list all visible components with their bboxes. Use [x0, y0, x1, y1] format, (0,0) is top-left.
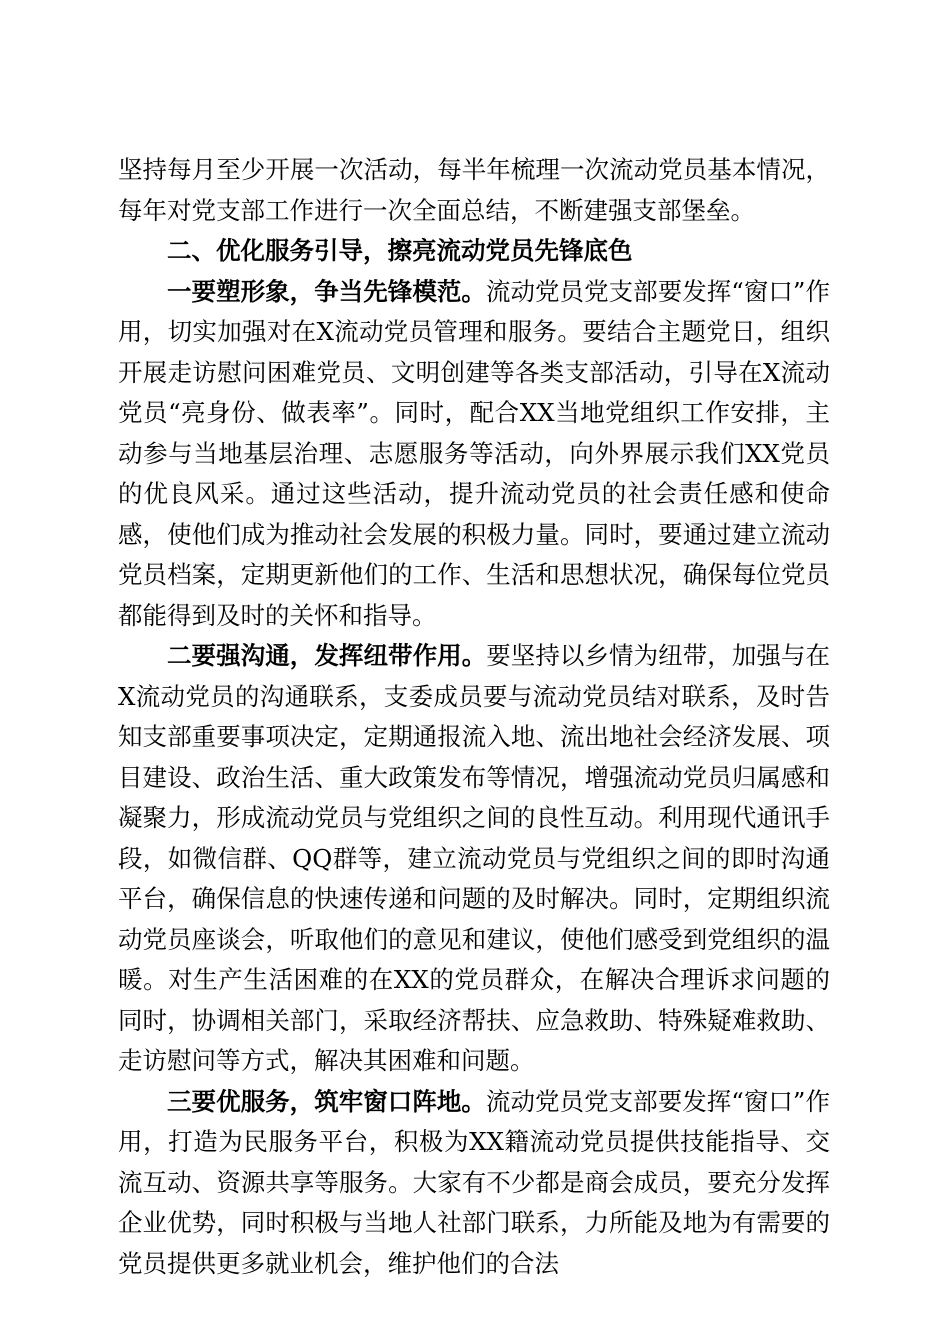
paragraph-text: 坚持每月至少开展一次活动，每半年梳理一次流动党员基本情况，每年对党支部工作进行一次全面总结，不断建强支部堡垒。	[118, 155, 830, 225]
paragraph-text: 流动党员党支部要发挥“窗口”作用，切实加强对在X流动党员管理和服务。要结合主题党日，组织开展走访慰问困难党员、文明创建等各类支部活动，引导在X流动党员“亮身份、做表率”。同时，配合XX当地党组织工作安排，主动参与当地基层治理、志愿服务等活动，向外界展示我们XX党员的优良风采。通过这些活动，提升流动党员的社会责任感和使命感，使他们成为推动社会发展的积极力量。同时，要通过建立流动党员档案，定期更新他们的工作、生活和思想状况，确保每位党员都能得到及时的关怀和指导。	[118, 276, 830, 630]
document-body	[118, 150, 830, 1284]
paragraph-strengthen-communication	[118, 636, 830, 1082]
paragraph-continuation	[118, 150, 830, 231]
paragraph-text: 要坚持以乡情为纽带，加强与在X流动党员的沟通联系，支委成员要与流动党员结对联系，及时告知支部重要事项决定，定期通报流入地、流出地社会经济发展、项目建设、政治生活、重大政策发布等情况，增强流动党员归属感和凝聚力，形成流动党员与党组织之间的良性互动。利用现代通讯手段，如微信群、QQ群等，建立流动党员与党组织之间的即时沟通平台，确保信息的快速传递和问题的及时解决。同时，定期组织流动党员座谈会，听取他们的意见和建议，使他们感受到党组织的温暖。对生产生活困难的在XX的党员群众，在解决合理诉求问题的同时，协调相关部门，采取经济帮扶、应急救助、特殊疑难救助、走访慰问等方式，解决其困难和问题。	[118, 641, 830, 1075]
section-heading	[118, 231, 830, 272]
paragraph-lead: 三要优服务，筑牢窗口阵地。	[167, 1086, 486, 1116]
section-heading-text: 二、优化服务引导，擦亮流动党员先锋底色	[167, 236, 633, 265]
paragraph-lead: 一要塑形象，争当先锋模范。	[167, 276, 486, 306]
paragraph-text: 流动党员党支部要发挥“窗口”作用，打造为民服务平台，积极为XX籍流动党员提供技能指导、交流互动、资源共享等服务。大家有不少都是商会成员，要充分发挥企业优势，同时积极与当地人社部门联系，力所能及地为有需要的党员提供更多就业机会，维护他们的合法	[118, 1086, 830, 1278]
paragraph-lead: 二要强沟通，发挥纽带作用。	[167, 641, 487, 670]
paragraph-optimize-service	[118, 1082, 830, 1285]
paragraph-shape-image	[118, 272, 830, 637]
